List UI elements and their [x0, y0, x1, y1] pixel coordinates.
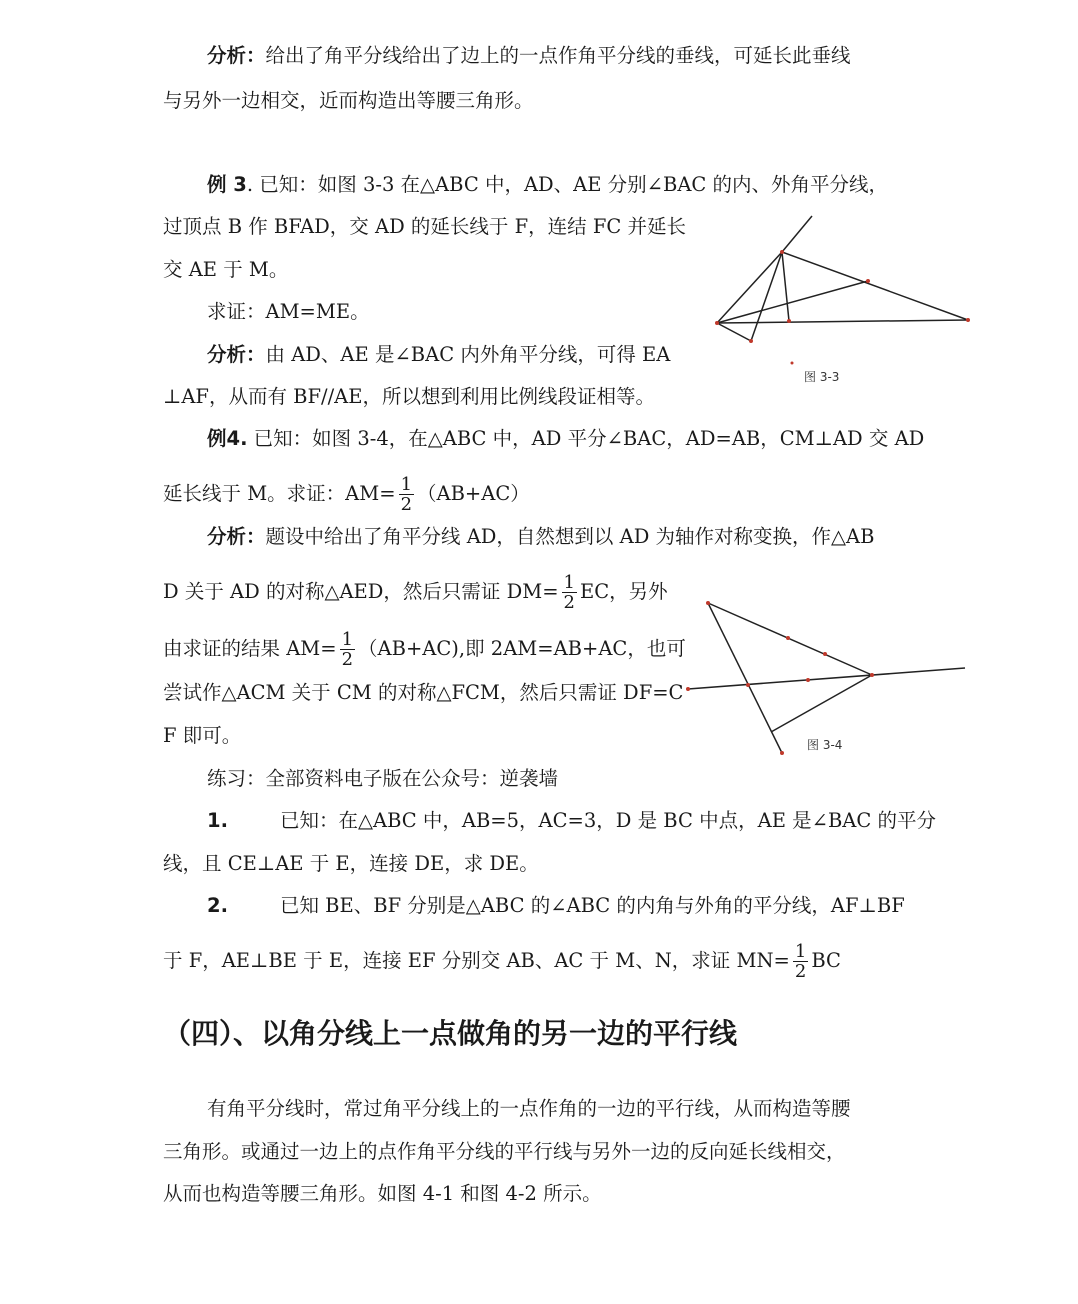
- point: [786, 636, 790, 640]
- analysis-label: 分析：: [207, 343, 266, 366]
- segment: [688, 668, 965, 689]
- example4-line-2: [163, 475, 530, 514]
- example4-text: 已知：如图 3-4，在△ABC 中，AD 平分∠BAC，AD=AB，CM⊥AD 交 AD: [247, 427, 925, 450]
- fraction-denominator: 2: [794, 961, 807, 982]
- text: （AB+AC),即 2AM=AB+AC，也可: [358, 637, 686, 660]
- segment: [717, 252, 782, 323]
- segment: [782, 252, 968, 320]
- text: D 关于 AD 的对称△AED，然后只需证 DM=: [163, 580, 559, 603]
- point: [686, 687, 690, 691]
- example4-analysis-line-1: [207, 523, 874, 551]
- fraction-numerator: 1: [563, 572, 575, 593]
- point: [791, 362, 794, 365]
- analysis-label: 分析：: [207, 44, 266, 67]
- example3-label: 例 3: [207, 173, 247, 196]
- example3-proof: 求证：AM=ME。: [207, 300, 370, 323]
- segment: [717, 320, 968, 323]
- example3-text: . 已知：如图 3-3 在△ABC 中，AD、AE 分别∠BAC 的内、外角平分线，: [246, 173, 889, 196]
- fraction-numerator: 1: [794, 941, 807, 962]
- analysis-label: 分析：: [207, 525, 266, 548]
- figure-3-4: [680, 595, 970, 765]
- fraction: [793, 942, 808, 981]
- fraction-numerator: 1: [341, 629, 354, 650]
- point: [746, 683, 750, 687]
- practice-q1-line-1: [207, 807, 936, 835]
- segment: [717, 281, 868, 323]
- fraction: [399, 475, 414, 514]
- practice-q2-line-1: [207, 892, 905, 920]
- section-paragraph-line-2: 三角形。或通过一边上的点作角平分线的平行线与另外一边的反向延长线相交，: [163, 1140, 846, 1163]
- text: 由求证的结果 AM=: [163, 637, 337, 660]
- text: EC，另外: [580, 580, 668, 603]
- example4-label: 例4.: [207, 427, 248, 450]
- point: [787, 319, 791, 323]
- figure-3-3: [710, 210, 980, 390]
- segment: [708, 603, 872, 675]
- text: BC: [811, 949, 841, 972]
- fraction-denominator: 2: [400, 494, 413, 515]
- point: [715, 321, 719, 325]
- example3-analysis-line-1: [207, 341, 670, 369]
- point: [749, 339, 753, 343]
- example3-line-2: 过顶点 B 作 BFAD，交 AD 的延长线于 F，连结 FC 并延长: [163, 215, 686, 238]
- example4-line-1: [207, 425, 924, 453]
- fraction-numerator: 1: [400, 474, 413, 495]
- practice-q1-line-2: 线，且 CE⊥AE 于 E，连接 DE，求 DE。: [163, 852, 539, 875]
- figure-caption: 图 3-3: [804, 370, 840, 384]
- question-text: 已知 BE、BF 分别是△ABC 的∠ABC 的内角与外角的平分线，AF⊥BF: [279, 894, 905, 917]
- example3-line-3: 交 AE 于 M。: [163, 258, 289, 281]
- point: [823, 652, 827, 656]
- point: [870, 673, 874, 677]
- analysis-line-1: [207, 42, 851, 70]
- section-paragraph-line-3: 从而也构造等腰三角形。如图 4-1 和图 4-2 所示。: [163, 1182, 602, 1205]
- example4-analysis-line-3: [163, 630, 686, 669]
- point: [780, 751, 784, 755]
- example4-analysis-line-2: [163, 573, 668, 612]
- example4-analysis-line-5: F 即可。: [163, 724, 242, 747]
- example3-analysis-line-2: ⊥AF，从而有 BF//AE，所以想到利用比例线段证相等。: [163, 385, 655, 408]
- segment: [708, 603, 782, 753]
- point: [780, 250, 784, 254]
- example4-analysis-line-4: 尝试作△ACM 关于 CM 的对称△FCM，然后只需证 DF=C: [163, 681, 684, 704]
- practice-q2-line-2: [163, 942, 841, 981]
- fraction: [340, 630, 355, 669]
- question-number: 1.: [207, 809, 228, 832]
- question-number: 2.: [207, 894, 228, 917]
- example3-line-1: [207, 171, 888, 199]
- point: [806, 678, 810, 682]
- segment: [751, 252, 782, 341]
- analysis-line-2: 与另外一边相交，近而构造出等腰三角形。: [163, 89, 534, 112]
- section-paragraph-line-1: 有角平分线时，常过角平分线上的一点作角的一边的平行线，从而构造等腰: [207, 1097, 851, 1120]
- analysis-text: 由 AD、AE 是∠BAC 内外角平分线，可得 EA: [265, 343, 671, 366]
- point: [866, 279, 870, 283]
- text: 于 F，AE⊥BE 于 E，连接 EF 分别交 AB、AC 于 M、N，求证 MN=: [163, 949, 790, 972]
- segment: [782, 252, 789, 321]
- analysis-text: 题设中给出了角平分线 AD，自然想到以 AD 为轴作对称变换，作△AB: [265, 525, 875, 548]
- segment: [771, 675, 872, 732]
- figure-caption: 图 3-4: [807, 738, 843, 752]
- segment: [782, 216, 812, 252]
- question-text: 已知：在△ABC 中，AB=5，AC=3，D 是 BC 中点，AE 是∠BAC 的平分: [279, 809, 937, 832]
- fraction: [562, 573, 577, 612]
- point: [966, 318, 970, 322]
- fraction-denominator: 2: [341, 649, 354, 670]
- text: 延长线于 M。求证：AM=: [163, 482, 396, 505]
- analysis-text: 给出了角平分线给出了边上的一点作角平分线的垂线，可延长此垂线: [265, 44, 851, 67]
- point: [706, 601, 710, 605]
- section-heading: （四）、以角分线上一点做角的另一边的平行线: [163, 1017, 738, 1050]
- text: （AB+AC）: [417, 482, 530, 505]
- practice-title: 练习：全部资料电子版在公众号：逆袭墙: [207, 767, 559, 790]
- segment: [717, 323, 751, 341]
- fraction-denominator: 2: [563, 592, 575, 613]
